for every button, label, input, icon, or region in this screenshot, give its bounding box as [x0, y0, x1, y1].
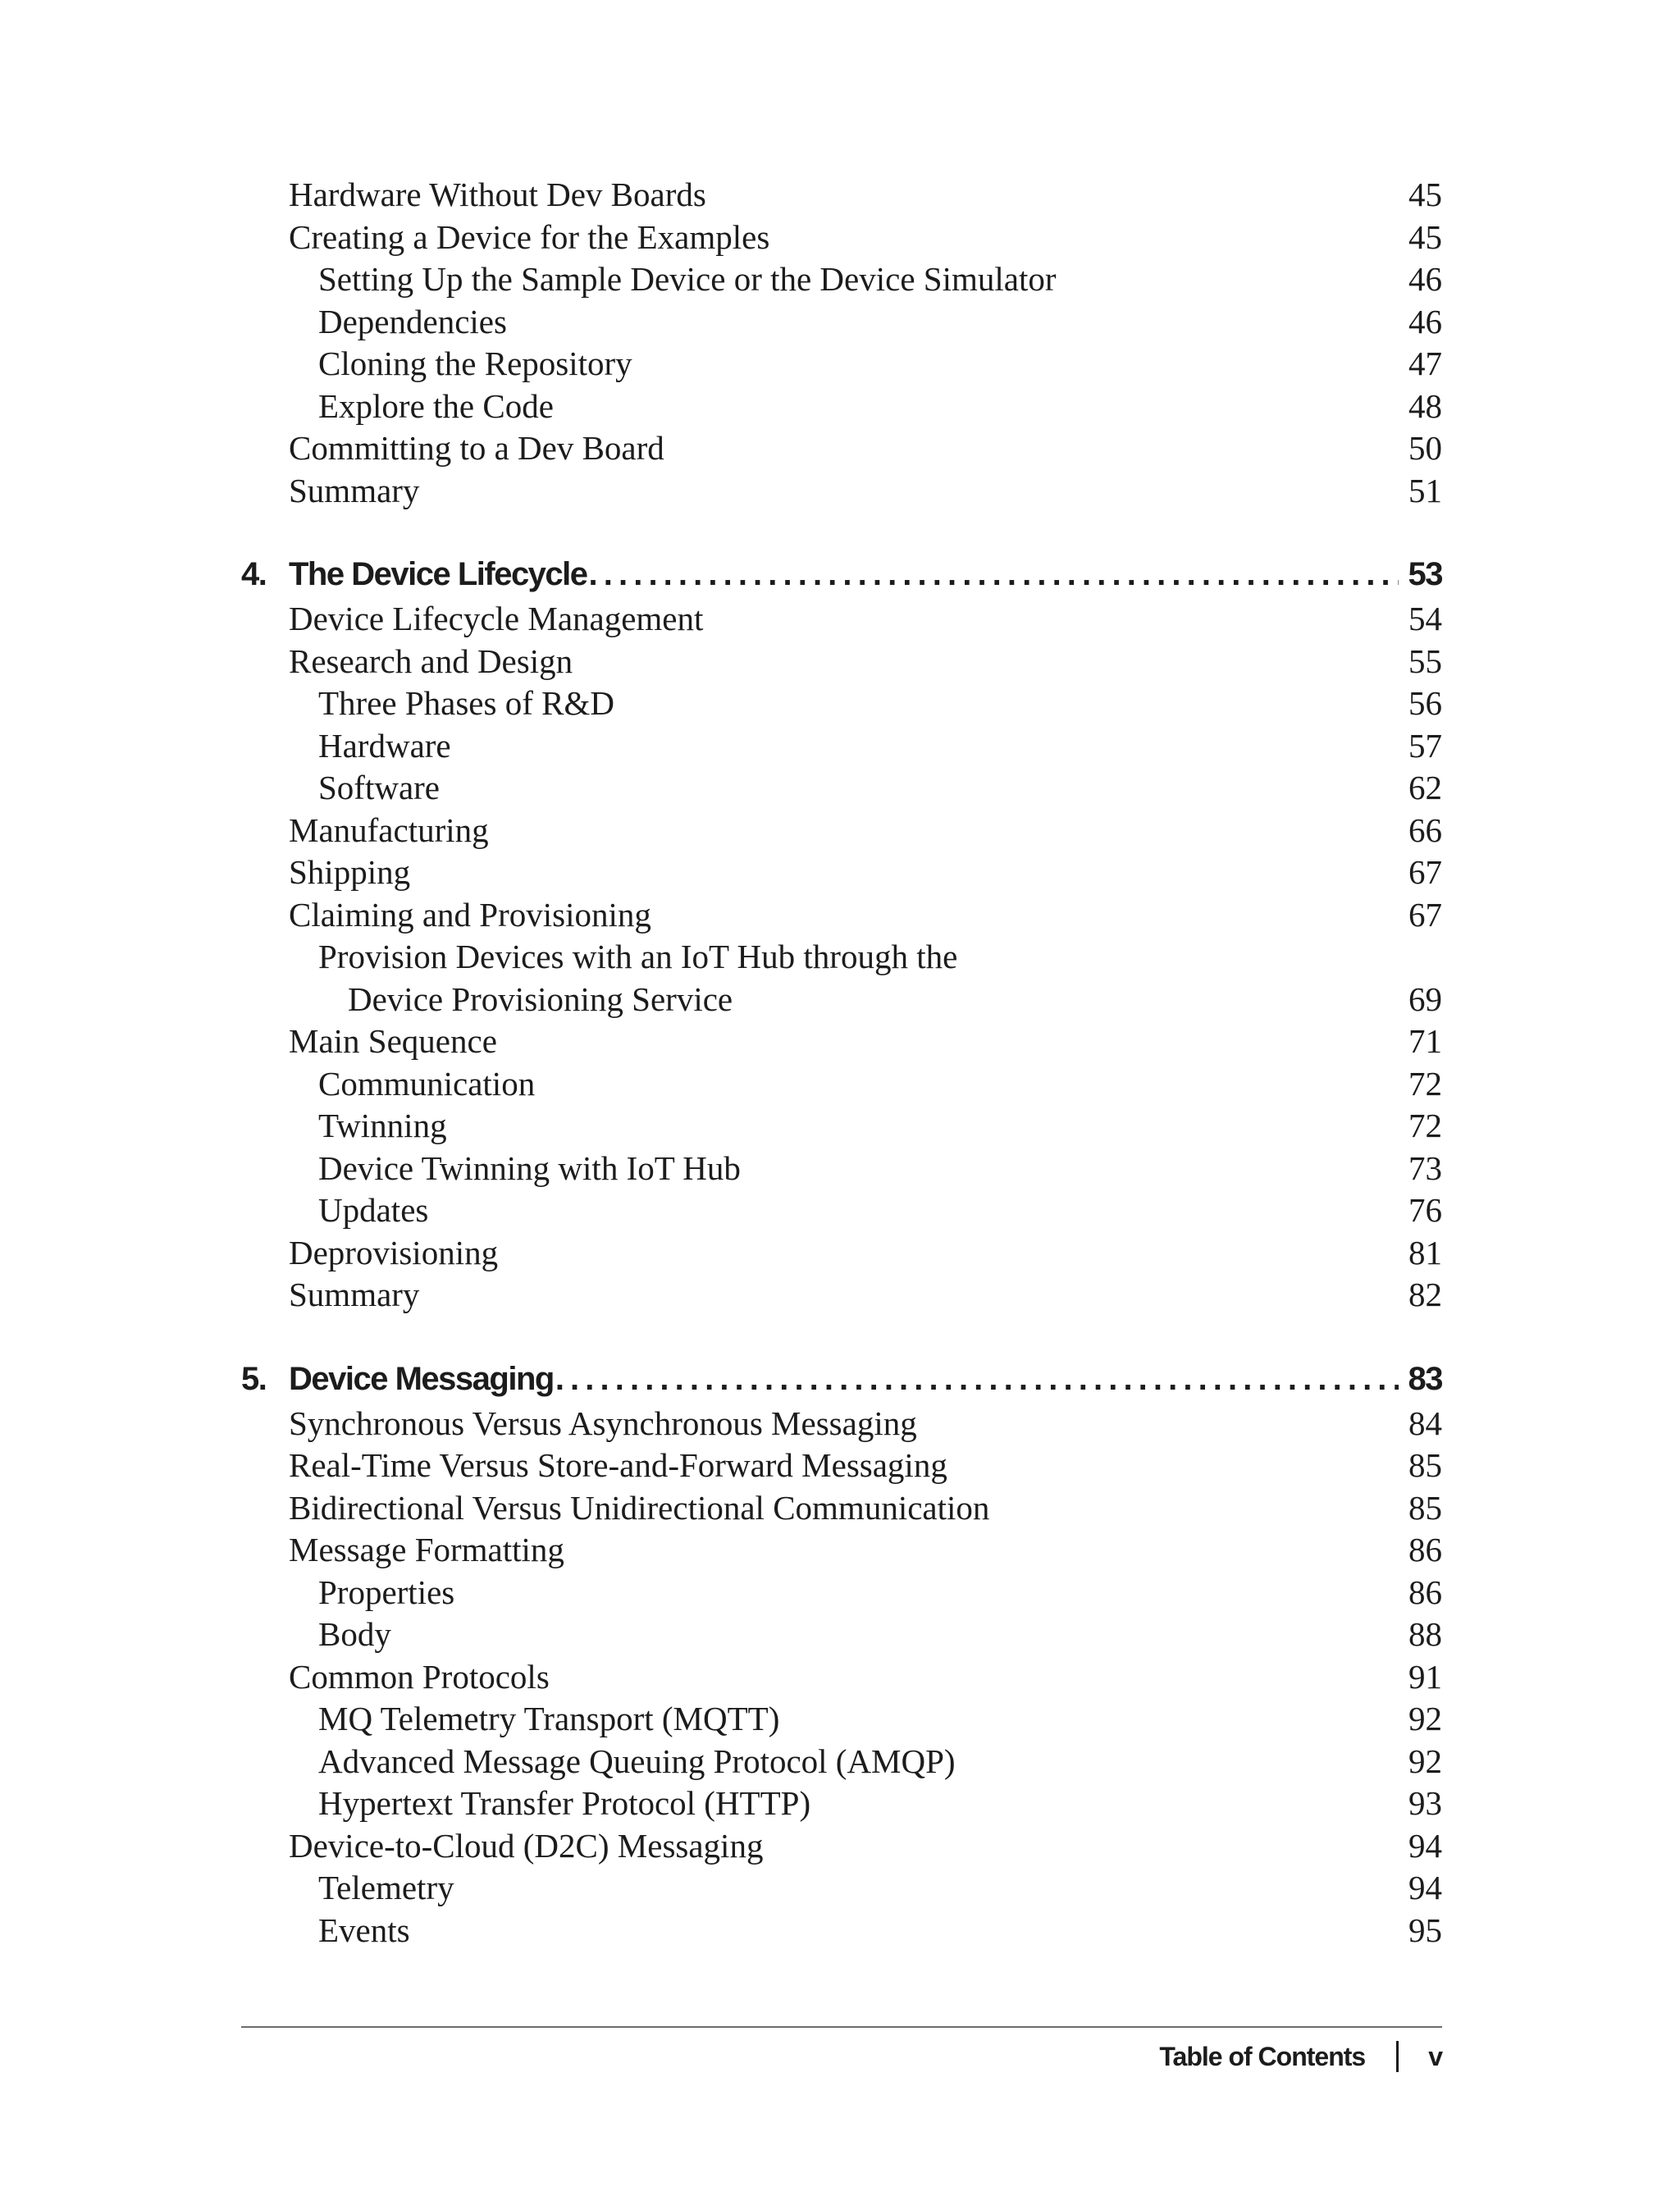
toc-entry-page: 73	[1408, 1148, 1442, 1187]
toc-entry-page: 95	[1408, 1911, 1442, 1949]
toc-entry[interactable]	[241, 1445, 1442, 1487]
toc-entry[interactable]	[241, 1063, 1442, 1106]
dot-leader	[555, 1356, 1399, 1403]
toc-entry-title: Properties	[318, 1573, 455, 1611]
toc-entry-title: Hypertext Transfer Protocol (HTTP)	[318, 1784, 811, 1822]
toc-entry[interactable]	[241, 1105, 1442, 1148]
toc-entry[interactable]	[241, 725, 1442, 768]
toc-entry[interactable]	[241, 1741, 1442, 1783]
toc-entry-title: Setting Up the Sample Device or the Device Simulator	[318, 260, 1057, 298]
toc-entry-title: Telemetry	[318, 1869, 454, 1906]
toc-entry-title: Deprovisioning	[289, 1233, 499, 1271]
toc-entry[interactable]	[241, 598, 1442, 641]
toc-entry[interactable]	[241, 682, 1442, 725]
toc-entry-title: Synchronous Versus Asynchronous Messaging	[289, 1404, 917, 1442]
toc-entry-title: Shipping	[289, 853, 411, 891]
chapter-page: 83	[1408, 1360, 1442, 1397]
toc-entry-title: Claiming and Provisioning	[289, 895, 651, 934]
toc-entry-page: 86	[1408, 1573, 1442, 1611]
toc-entry[interactable]	[241, 258, 1442, 301]
toc-entry[interactable]	[241, 1403, 1442, 1445]
chapter-heading[interactable]	[241, 551, 1442, 598]
toc-entry-title: Message Formatting	[289, 1531, 564, 1568]
toc-entry[interactable]	[241, 979, 1442, 1021]
toc-entry-title: Device Provisioning Service	[348, 979, 733, 1018]
toc-entry-title: Twinning	[318, 1107, 447, 1144]
toc-entry[interactable]	[241, 851, 1442, 894]
toc-entry-title: Device Lifecycle Management	[289, 600, 704, 637]
footer-section-label: Table of Contents	[1159, 2042, 1366, 2071]
toc-entry-title: Communication	[318, 1064, 536, 1102]
toc-entry-title: Body	[318, 1615, 391, 1653]
toc-entry-title: MQ Telemetry Transport (MQTT)	[318, 1700, 780, 1737]
toc-entry[interactable]	[241, 1656, 1442, 1699]
toc-entry-page: 45	[1408, 176, 1442, 213]
toc-entry-title: Advanced Message Queuing Protocol (AMQP)	[318, 1742, 956, 1780]
toc-entry-title: Research and Design	[289, 641, 573, 680]
toc-entry-page: 67	[1408, 853, 1442, 891]
toc-entry-page: 71	[1408, 1022, 1442, 1060]
toc-entry-page: 51	[1408, 471, 1442, 509]
toc-entry-page: 85	[1408, 1446, 1442, 1484]
chapter-heading[interactable]	[241, 1356, 1442, 1403]
toc-entry[interactable]	[241, 1825, 1442, 1868]
footer-separator	[1396, 2041, 1399, 2072]
chapter-number: 5.	[241, 1360, 267, 1397]
toc-entry[interactable]	[241, 1529, 1442, 1572]
toc-entry[interactable]	[241, 1783, 1442, 1825]
toc-entry-page: 46	[1408, 260, 1442, 298]
toc-entry-page: 47	[1408, 345, 1442, 382]
toc-entry-page: 45	[1408, 217, 1442, 256]
chapter-line	[289, 1356, 1442, 1403]
toc-entry-page: 91	[1408, 1657, 1442, 1696]
toc-entry-page: 46	[1408, 302, 1442, 340]
toc-entry-title: Cloning the Repository	[318, 345, 632, 382]
toc-entry-page: 84	[1408, 1404, 1442, 1442]
toc-entry-page: 56	[1408, 684, 1442, 722]
toc-entry[interactable]	[241, 641, 1442, 683]
toc-entry[interactable]	[241, 1274, 1442, 1317]
toc-entry-title: Real-Time Versus Store-and-Forward Messaging	[289, 1446, 947, 1484]
toc-entry-title: Software	[318, 769, 441, 806]
toc-entry[interactable]	[241, 936, 1442, 979]
toc-entry-title: Events	[318, 1911, 410, 1949]
toc-entry[interactable]	[241, 767, 1442, 810]
toc-entry[interactable]	[241, 1020, 1442, 1063]
toc-entry-title: Hardware Without Dev Boards	[289, 176, 706, 213]
toc-entry-page: 92	[1408, 1742, 1442, 1780]
toc-entry-title: Dependencies	[318, 302, 507, 340]
chapter-title: The Device Lifecycle	[289, 556, 587, 592]
toc-entry-title: Provision Devices with an IoT Hub through the	[318, 938, 958, 975]
toc-entry-page: 69	[1408, 979, 1442, 1018]
toc-entry-page: 67	[1408, 895, 1442, 934]
toc-entry[interactable]	[241, 1614, 1442, 1656]
toc-entry-page: 92	[1408, 1700, 1442, 1737]
toc-entry-title: Three Phases of R&D	[318, 684, 614, 722]
chapter-page: 53	[1408, 556, 1442, 592]
toc-entry[interactable]	[241, 1189, 1442, 1232]
toc-entry-page: 72	[1408, 1107, 1442, 1144]
toc-entry-title: Common Protocols	[289, 1657, 550, 1696]
toc-entry-page: 94	[1408, 1869, 1442, 1906]
toc-entry-page: 50	[1408, 429, 1442, 467]
toc-entry[interactable]	[241, 1572, 1442, 1614]
toc-entry[interactable]	[241, 217, 1442, 259]
toc-entry[interactable]	[241, 810, 1442, 852]
toc-entry-page: 62	[1408, 769, 1442, 806]
toc-entry[interactable]	[241, 1698, 1442, 1741]
toc-entry-page: 66	[1408, 810, 1442, 849]
toc-entry-page: 85	[1408, 1488, 1442, 1527]
toc-entry-title: Updates	[318, 1191, 429, 1229]
toc-entry[interactable]	[241, 427, 1442, 470]
toc-entry[interactable]	[241, 894, 1442, 937]
toc-entry[interactable]	[241, 1867, 1442, 1910]
toc-entry-page: 55	[1408, 641, 1442, 680]
chapter-spacing	[241, 512, 1442, 551]
toc-entry-title: Summary	[289, 471, 420, 509]
toc-entry[interactable]	[241, 1487, 1442, 1530]
toc-entry-page: 48	[1408, 386, 1442, 425]
toc-entry-title: Main Sequence	[289, 1022, 497, 1060]
toc-entry-page: 81	[1408, 1233, 1442, 1271]
toc-entry-title: Device Twinning with IoT Hub	[318, 1148, 741, 1187]
toc-entry-page: 82	[1408, 1276, 1442, 1313]
toc-entry-page: 54	[1408, 600, 1442, 637]
toc-entry-page: 57	[1408, 726, 1442, 765]
toc-entry[interactable]	[241, 1232, 1442, 1275]
footer-page-number: v	[1428, 2042, 1442, 2071]
toc-entry-page: 93	[1408, 1784, 1442, 1822]
footer-divider	[241, 2026, 1442, 2028]
toc-entry-title: Explore the Code	[318, 386, 554, 425]
toc-entry-title: Summary	[289, 1276, 420, 1313]
toc-entry-page: 86	[1408, 1531, 1442, 1568]
toc-entry-title: Device-to-Cloud (D2C) Messaging	[289, 1826, 764, 1865]
toc-entry[interactable]	[241, 343, 1442, 386]
chapter-spacing	[241, 1317, 1442, 1356]
chapter-line	[289, 551, 1442, 598]
chapter-number: 4.	[241, 556, 267, 592]
running-footer	[1159, 2036, 1442, 2077]
toc-entry-title: Bidirectional Versus Unidirectional Communication	[289, 1488, 990, 1527]
dot-leader	[589, 551, 1399, 598]
toc-entry-page: 72	[1408, 1064, 1442, 1102]
toc-entry[interactable]	[241, 174, 1442, 217]
toc-entry[interactable]	[241, 1148, 1442, 1190]
toc-entry[interactable]	[241, 470, 1442, 513]
toc-entry-title: Committing to a Dev Board	[289, 429, 664, 467]
toc-entry-page: 88	[1408, 1615, 1442, 1653]
toc-entry-page: 76	[1408, 1191, 1442, 1229]
toc-entry-page: 94	[1408, 1826, 1442, 1865]
toc-entry-title: Manufacturing	[289, 810, 489, 849]
toc-entry[interactable]	[241, 1910, 1442, 1952]
toc-entry[interactable]	[241, 386, 1442, 428]
table-of-contents	[241, 174, 1442, 1952]
chapter-title: Device Messaging	[289, 1360, 554, 1397]
toc-entry-title: Creating a Device for the Examples	[289, 217, 770, 256]
toc-entry-title: Hardware	[318, 726, 451, 765]
toc-entry[interactable]	[241, 301, 1442, 344]
